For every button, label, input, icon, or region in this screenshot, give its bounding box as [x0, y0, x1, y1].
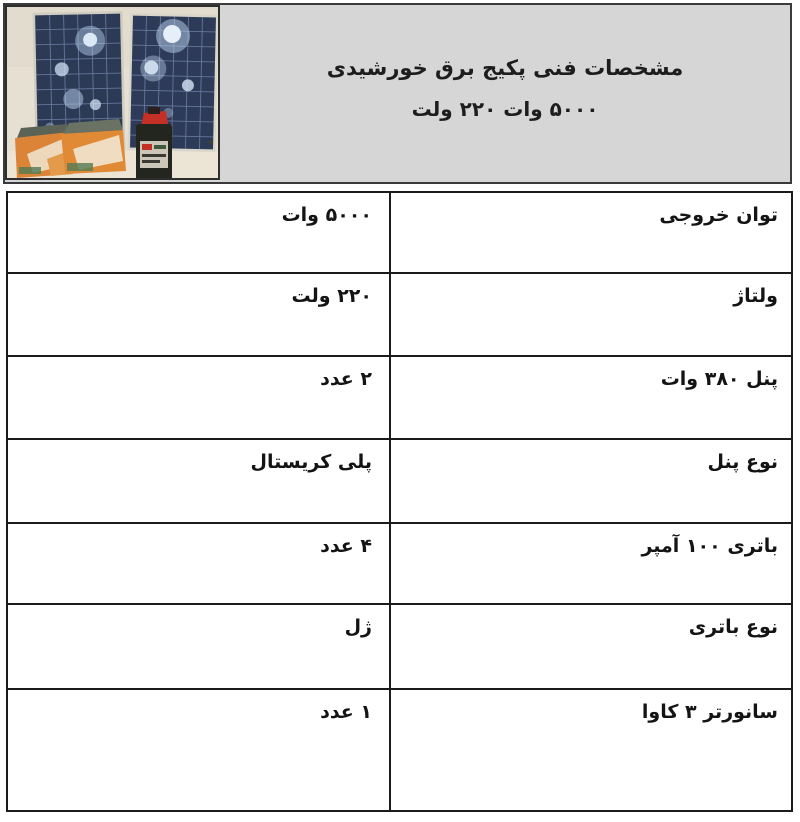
table-row-battery: [8, 524, 791, 605]
header-banner: [3, 3, 792, 184]
solar-kit-photo-illustration: [7, 7, 218, 178]
page-subtitle: ۵۰۰۰ وات ۲۲۰ ولت: [411, 97, 599, 121]
spec-label: باتری ۱۰۰ آمپر: [641, 535, 778, 557]
table-row-inverter: [8, 690, 791, 810]
spec-label: نوع باتری: [688, 616, 778, 638]
spec-value: ۵۰۰۰ وات: [8, 193, 391, 272]
spec-value: ۲ عدد: [8, 357, 391, 438]
page-title: مشخصات فنی پکیج برق خورشیدی: [326, 56, 684, 80]
battery-box-middle-icon: [61, 119, 126, 174]
table-row-battery-type: [8, 605, 791, 690]
spec-label: توان خروجی: [659, 204, 778, 226]
table-row-voltage: [8, 274, 791, 357]
spec-label: سانورتر ۳ کاوا: [641, 701, 778, 723]
table-row-panel-type: [8, 440, 791, 524]
wall-dot: [209, 140, 213, 144]
spec-value: پلی کریستال: [8, 440, 391, 522]
table-row-panel: [8, 357, 791, 440]
product-photo: [5, 5, 220, 180]
header-titles: [220, 5, 790, 182]
spec-value: ۲۲۰ ولت: [8, 274, 391, 355]
spec-label: پنل ۳۸۰ وات: [660, 368, 778, 390]
spec-label: ولتاژ: [733, 285, 778, 307]
spec-table: [6, 191, 793, 812]
spec-value: ۱ عدد: [8, 690, 391, 810]
table-row-output-power: [8, 193, 791, 274]
spec-label: نوع پنل: [707, 451, 778, 473]
spec-value: ۴ عدد: [8, 524, 391, 603]
spec-value: ژل: [8, 605, 391, 688]
